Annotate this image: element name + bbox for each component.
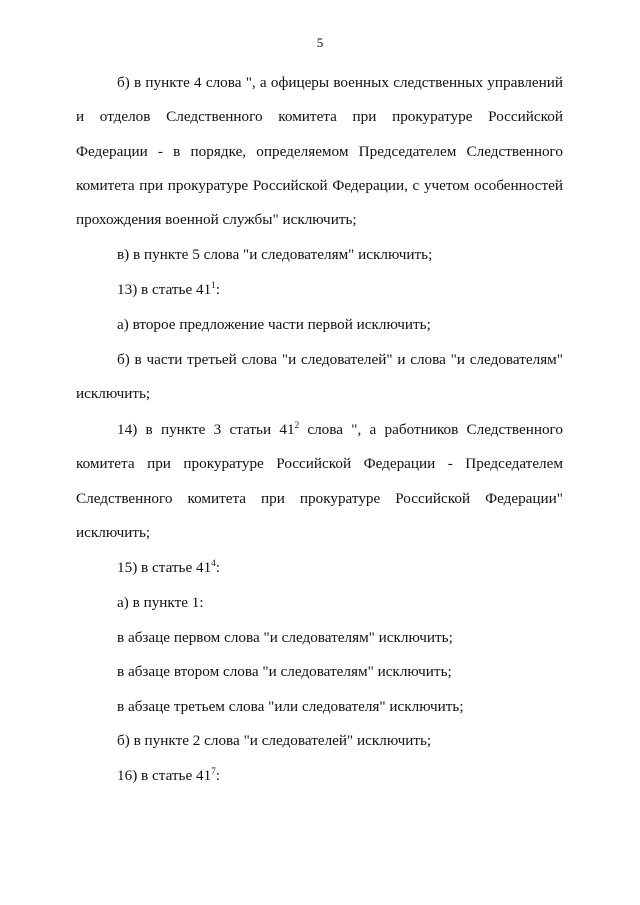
text-line: исключить; [76,524,151,541]
text-line: исключить; [76,385,151,402]
text-line: Следственного комитета при прокуратуре Российской Федерации" [76,490,563,507]
text-fragment: : [215,767,220,784]
text-line: б) в пункте 4 слова ", а офицеры военных следственных управлений [117,74,563,91]
text-line: в абзаце первом слова "и следователям" исключить; [117,629,453,646]
text-line: прохождения военной службы" исключить; [76,211,357,228]
text-fragment: слова ", а работников Следственного [299,421,563,438]
superscript: 7 [211,766,216,776]
page-number: 5 [316,35,324,50]
text-line: комитета при прокуратуре Российской Федерации - Председателем [76,455,563,472]
text-line: а) в пункте 1: [117,594,204,611]
text-fragment: 13) в статье 41 [117,281,212,298]
text-line: комитета при прокуратуре Российской Федерации, с учетом особенностей [76,177,563,194]
text-line: Федерации - в порядке, определяемом Председателем Следственного [76,143,563,160]
text-fragment: 14) в пункте 3 статьи 41 [117,421,295,438]
text-line: в абзаце втором слова "и следователям" исключить; [117,663,452,680]
text-line [117,766,563,786]
text-line [117,280,563,300]
superscript: 4 [211,558,216,568]
text-line [117,420,563,440]
superscript: 2 [294,420,300,430]
text-line: в абзаце третьем слова "или следователя" исключить; [117,698,464,715]
text-line: б) в пункте 2 слова "и следователей" исключить; [117,732,432,749]
text-line: б) в части третьей слова "и следователей" и слова "и следователям" [117,351,563,368]
text-line: а) второе предложение части первой исключить; [117,316,431,333]
superscript: 1 [211,280,216,290]
text-line [117,558,563,578]
text-line: и отделов Следственного комитета при прокуратуре Российской [76,108,563,125]
text-line: в) в пункте 5 слова "и следователям" исключить; [117,246,433,263]
text-fragment: : [215,559,220,576]
text-fragment: 15) в статье 41 [117,559,212,576]
text-fragment: : [215,281,220,298]
text-fragment: 16) в статье 41 [117,767,212,784]
